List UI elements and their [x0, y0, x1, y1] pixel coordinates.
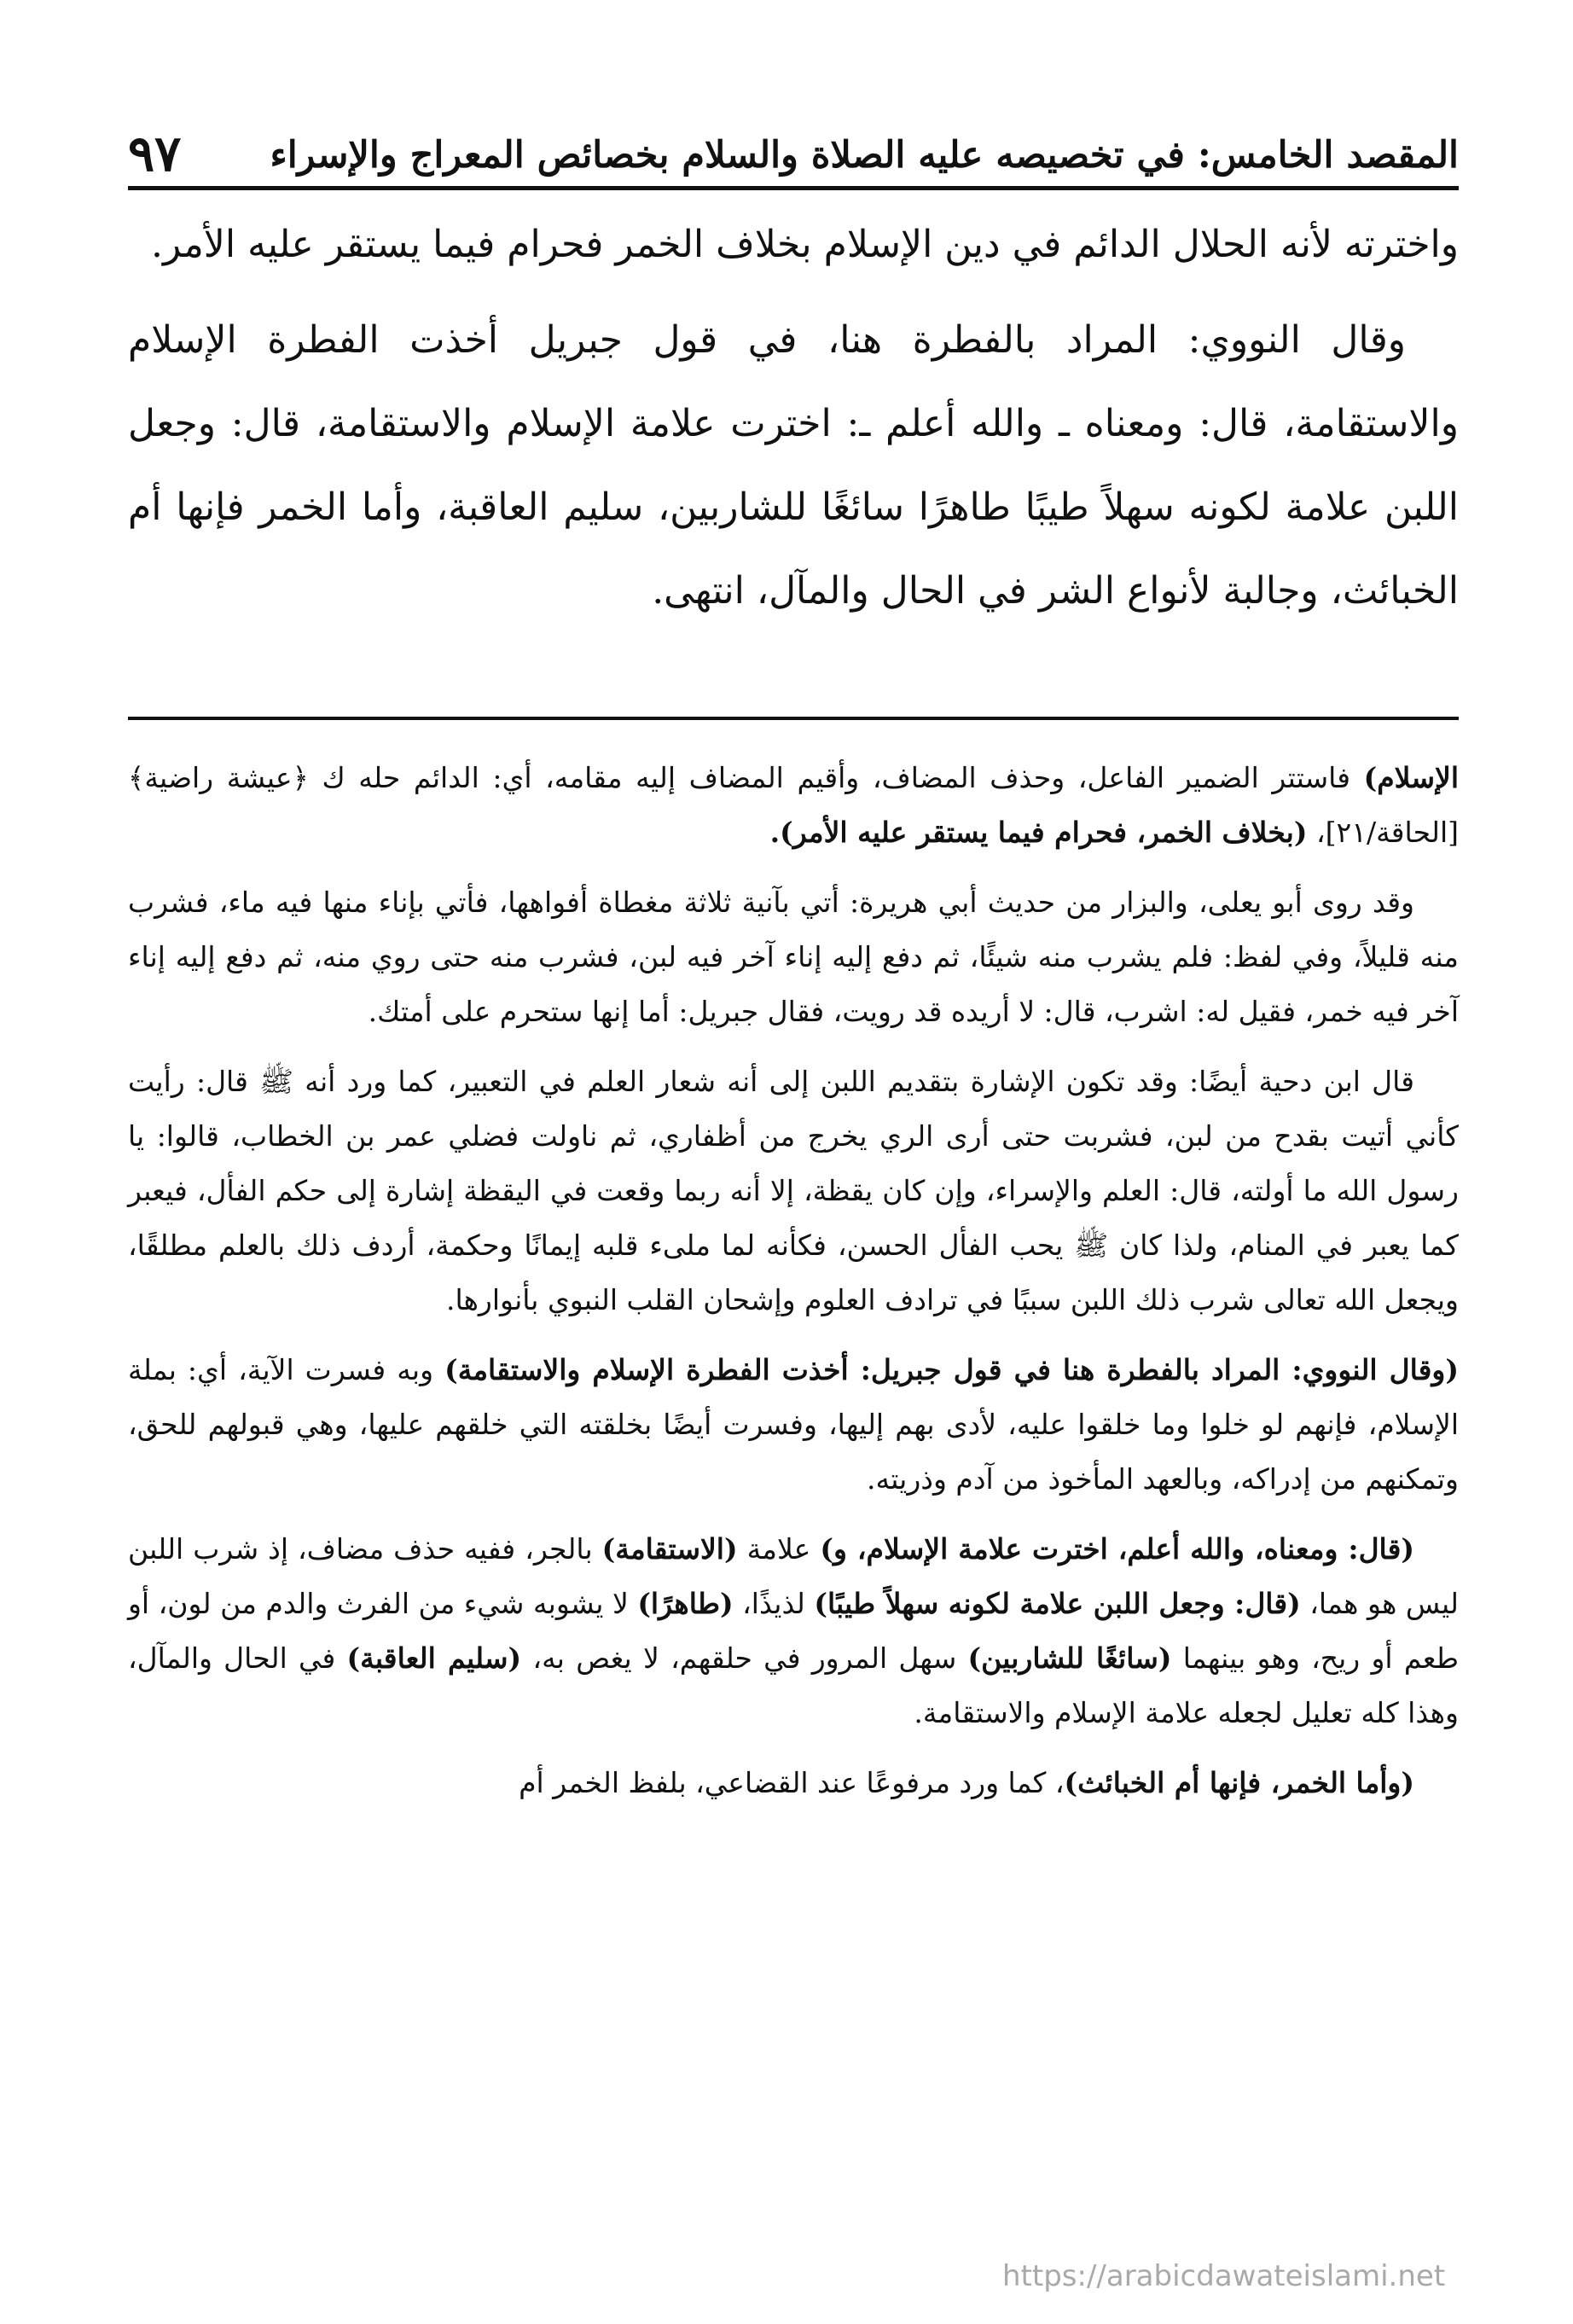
quoted-text: (الاستقامة)	[601, 1532, 738, 1566]
quoted-text: (وقال النووي: المراد بالفطرة هنا في قول جبريل: أخذت الفطرة الإسلام والاستقامة)	[444, 1353, 1459, 1386]
main-paragraph: واخترته لأنه الحلال الدائم في دين الإسلام بخلاف الخمر فحرام فيما يستقر عليه الأمر.	[150, 223, 1459, 266]
commentary-separator	[128, 717, 1459, 720]
commentary-text-run: سهل المرور في حلقهم، لا يغص به،	[521, 1641, 968, 1675]
quoted-text: (وأما الخمر، فإنها أم الخبائث)	[1064, 1766, 1414, 1799]
commentary-text-run: وبه فسرت الآية، أي: بملة الإسلام، فإنهم لو خلوا وما خلقوا عليه، لأدى بهم إليها، وفسرت أيضًا بخلقته التي خلقهم عليها، وهي قبولهم للحق، وتمكنهم من إدراكه، وبالعهد المأخوذ من آدم وذريته.	[128, 1353, 1459, 1496]
commentary-paragraph	[128, 1343, 1459, 1507]
commentary-text-run: علامة	[737, 1532, 821, 1566]
page-number: ٩٧	[128, 125, 182, 183]
main-paragraph: وقال النووي: المراد بالفطرة هنا، في قول جبريل أخذت الفطرة الإسلام والاستقامة، قال: ومعناه ـ والله أعلم ـ: اخترت علامة الإسلام والاستقامة، قال: وجعل اللبن علامة لكونه سهلاً طيبًا طاهرًا سائغًا للشاربين، سليم العاقبة، وأما الخمر فإنها أم الخبائث، وجالبة لأنواع الشر في الحال والمآل، انتهى.	[128, 318, 1459, 613]
commentary-paragraph: قال ابن دحية أيضًا: وقد تكون الإشارة بتقديم اللبن إلى أنه شعار العلم في التعبير، كما ورد أنه ﷺ قال: رأيت كأني أتيت بقدح من لبن، فشربت حتى أرى الري يخرج من أظفاري، ثم ناولت فضلي عمر بن الخطاب، قالوا: يا رسول الله ما أولته، قال: العلم والإسراء، وإن كان يقظة، إلا أنه ربما وقعت في اليقظة إشارة إلى حكم الفأل، فيعبر كما يعبر في المنام، ولذا كان ﷺ يحب الفأل الحسن، فكأنه لما ملىء قلبه إيمانًا وحكمة، أردف ذلك بالعلم مطلقًا، ويجعل الله تعالى شرب ذلك اللبن سببًا في ترادف العلوم وإشحان القلب النبوي بأنوارها.	[128, 1065, 1459, 1316]
header-rule	[128, 186, 1459, 190]
commentary-paragraph	[128, 1522, 1459, 1740]
quoted-text: الإسلام)	[1363, 761, 1459, 794]
quoted-text: (سليم العاقبة)	[346, 1641, 522, 1675]
running-header	[128, 102, 1459, 181]
chapter-title: المقصد الخامس: في تخصيصه عليه الصلاة والسلام بخصائص المعراج والإسراء	[270, 134, 1459, 177]
quoted-text: (بخلاف الخمر، فحرام فيما يستقر عليه الأمر).	[769, 816, 1308, 849]
commentary-text-run: ، كما ورد مرفوعًا عند القضاعي، بلفظ الخمر أم	[519, 1766, 1065, 1799]
commentary-paragraph: وقد روى أبو يعلى، والبزار من حديث أبي هريرة: أتي بآنية ثلاثة مغطاة أفواهها، فأتي بإناء منها فيه ماء، فشرب منه قليلاً، وفي لفظ: فلم يشرب منه شيئًا، ثم دفع إليه إناء آخر فيه لبن، فشرب منه حتى روي منه، ثم دفع إليه إناء آخر فيه خمر، فقيل له: اشرب، قال: لا أريده قد رويت، فقال جبريل: أما إنها ستحرم على أمتك.	[128, 886, 1459, 1028]
commentary-text-run: لذيذًا،	[733, 1587, 815, 1620]
commentary-paragraph	[128, 1756, 1459, 1810]
commentary-text-run: بالجر، ففيه حذف مضاف، إذ شرب اللبن ليس هو هما،	[128, 1532, 1459, 1620]
main-text	[128, 203, 1459, 645]
commentary-text	[128, 751, 1459, 1826]
commentary-text-run: في الحال والمآل، وهذا كله تعليل لجعله علامة الإسلام والاستقامة.	[128, 1641, 1459, 1729]
quoted-text: (سائغًا للشاربين)	[967, 1641, 1172, 1675]
quoted-text: (طاهرًا)	[637, 1587, 734, 1620]
quoted-text: (قال: ومعناه، والله أعلم، اخترت علامة الإسلام، و)	[820, 1532, 1415, 1566]
commentary-text-run: فاستتر الضمير الفاعل، وحذف المضاف، وأقيم المضاف إليه مقامه، أي: الدائم حله ك ﴿عيشة راضية﴾ [الحاقة/٢١]،	[128, 761, 1459, 849]
book-page	[128, 102, 1459, 2269]
quoted-text: (قال: وجعل اللبن علامة لكونه سهلاً طيبًا)	[814, 1587, 1301, 1620]
source-watermark: https://arabicdawateislami.net	[1002, 2259, 1446, 2293]
commentary-text-run: لا يشوبه شيء من الفرث والدم من لون، أو طعم أو ريح، وهو بينهما	[128, 1587, 1459, 1675]
commentary-paragraph	[128, 751, 1459, 860]
